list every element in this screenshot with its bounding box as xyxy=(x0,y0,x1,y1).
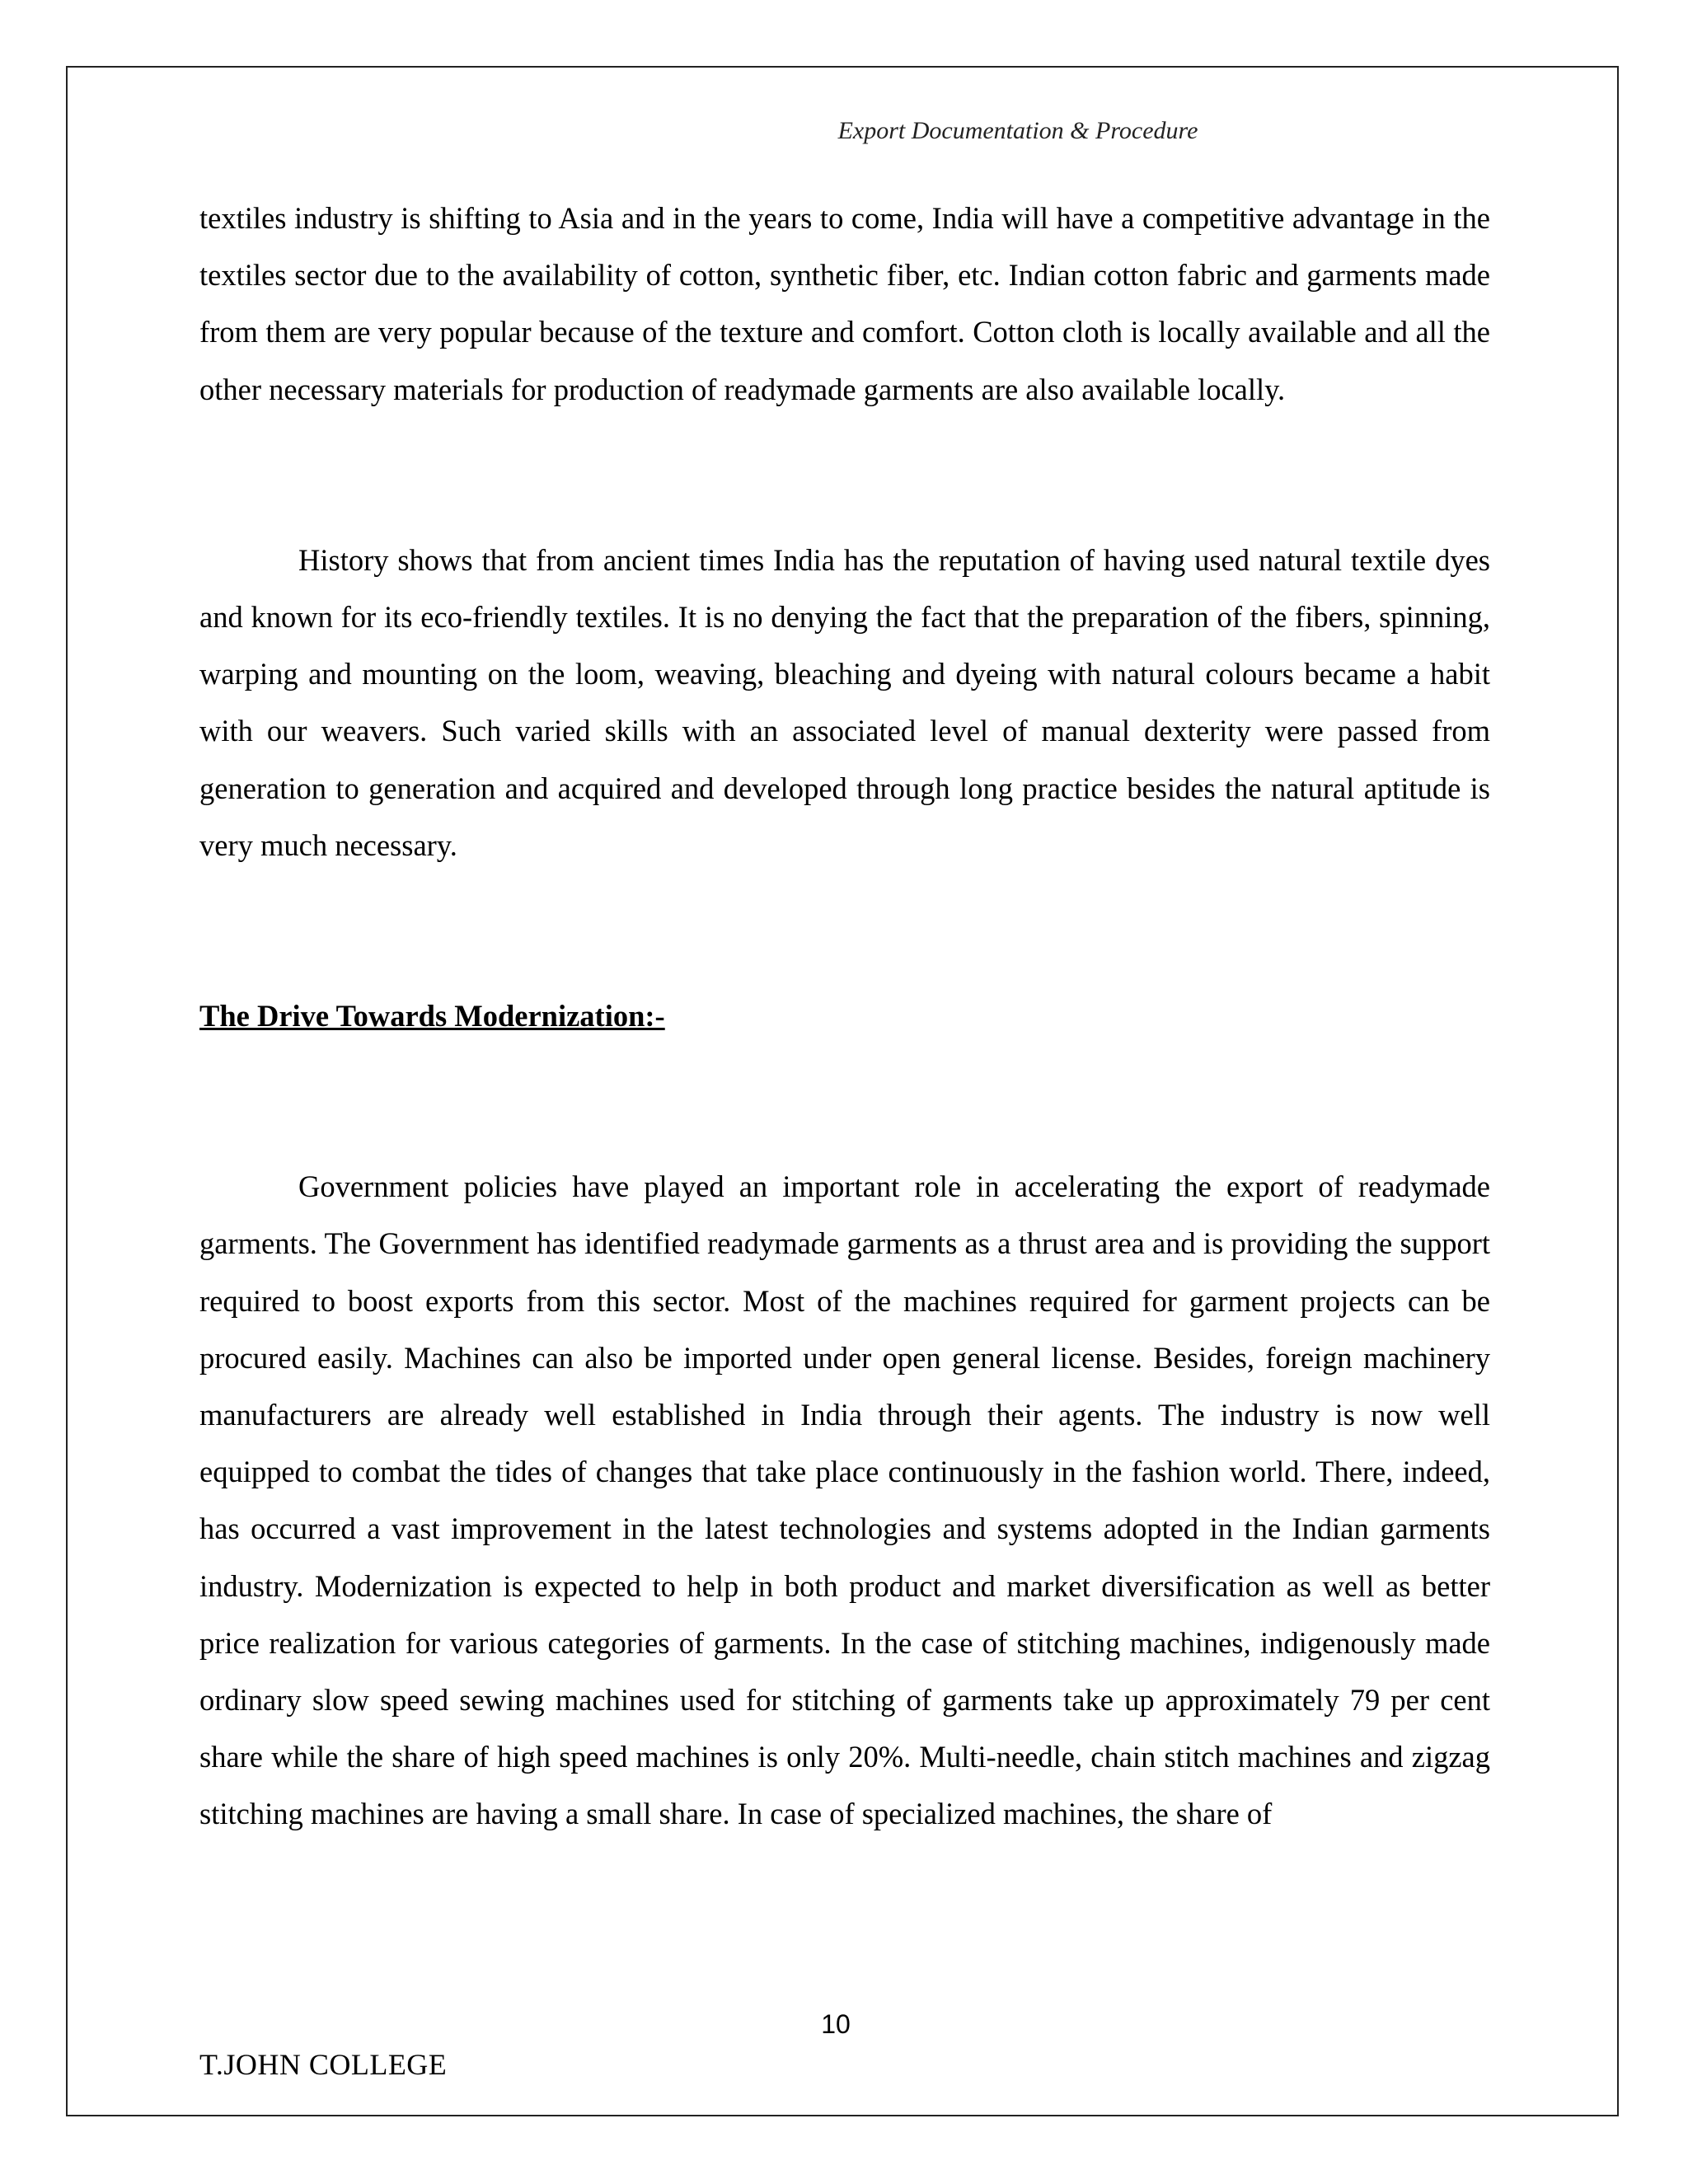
document-body xyxy=(199,190,1490,1843)
paragraph-continued: textiles industry is shifting to Asia and in the years to come, India will have a competitive advantage in the textiles sector due to the availability of cotton, synthetic fiber, etc. Indian cotton fabric and garments made from them are very popular because of the texture and comfort. Cotton cloth is locally available and all the other necessary materials for production of readymade garments are also available locally. xyxy=(199,201,1490,406)
footer-institution: T.JOHN COLLEGE xyxy=(199,2048,448,2081)
paragraph-government-policies: Government policies have played an important role in accelerating the export of readymade garments. The Government has identified readymade garments as a thrust area and is providing the support required to boost exports from this sector. Most of the machines required for garment projects can be procured easily. Machines can also be imported under open general license. Besides, foreign machinery manufacturers are already well established in India through their agents. The industry is now well equipped to combat the tides of changes that take place continuously in the fashion world. There, indeed, has occurred a vast improvement in the latest technologies and systems adopted in the Indian garments industry. Modernization is expected to help in both product and market diversification as well as better price realization for various categories of garments. In the case of stitching machines, indigenously made ordinary slow speed sewing machines used for stitching of garments take up approximately 79 per cent share while the share of high speed machines is only 20%. Multi-needle, chain stitch machines and zigzag stitching machines are having a small share. In case of specialized machines, the share of xyxy=(199,1169,1490,1831)
page-number: 10 xyxy=(821,2009,851,2039)
section-heading: The Drive Towards Modernization:- xyxy=(199,999,665,1033)
running-header: Export Documentation & Procedure xyxy=(837,117,1198,144)
paragraph-history: History shows that from ancient times India has the reputation of having used natural textile dyes and known for its eco-friendly textiles. It is no denying the fact that the preparation of the fibers, spinning, warping and mounting on the loom, weaving, bleaching and dyeing with natural colours became a habit with our weavers. Such varied skills with an associated level of manual dexterity were passed from generation to generation and acquired and developed through long practice besides the natural aptitude is very much necessary. xyxy=(199,542,1490,862)
